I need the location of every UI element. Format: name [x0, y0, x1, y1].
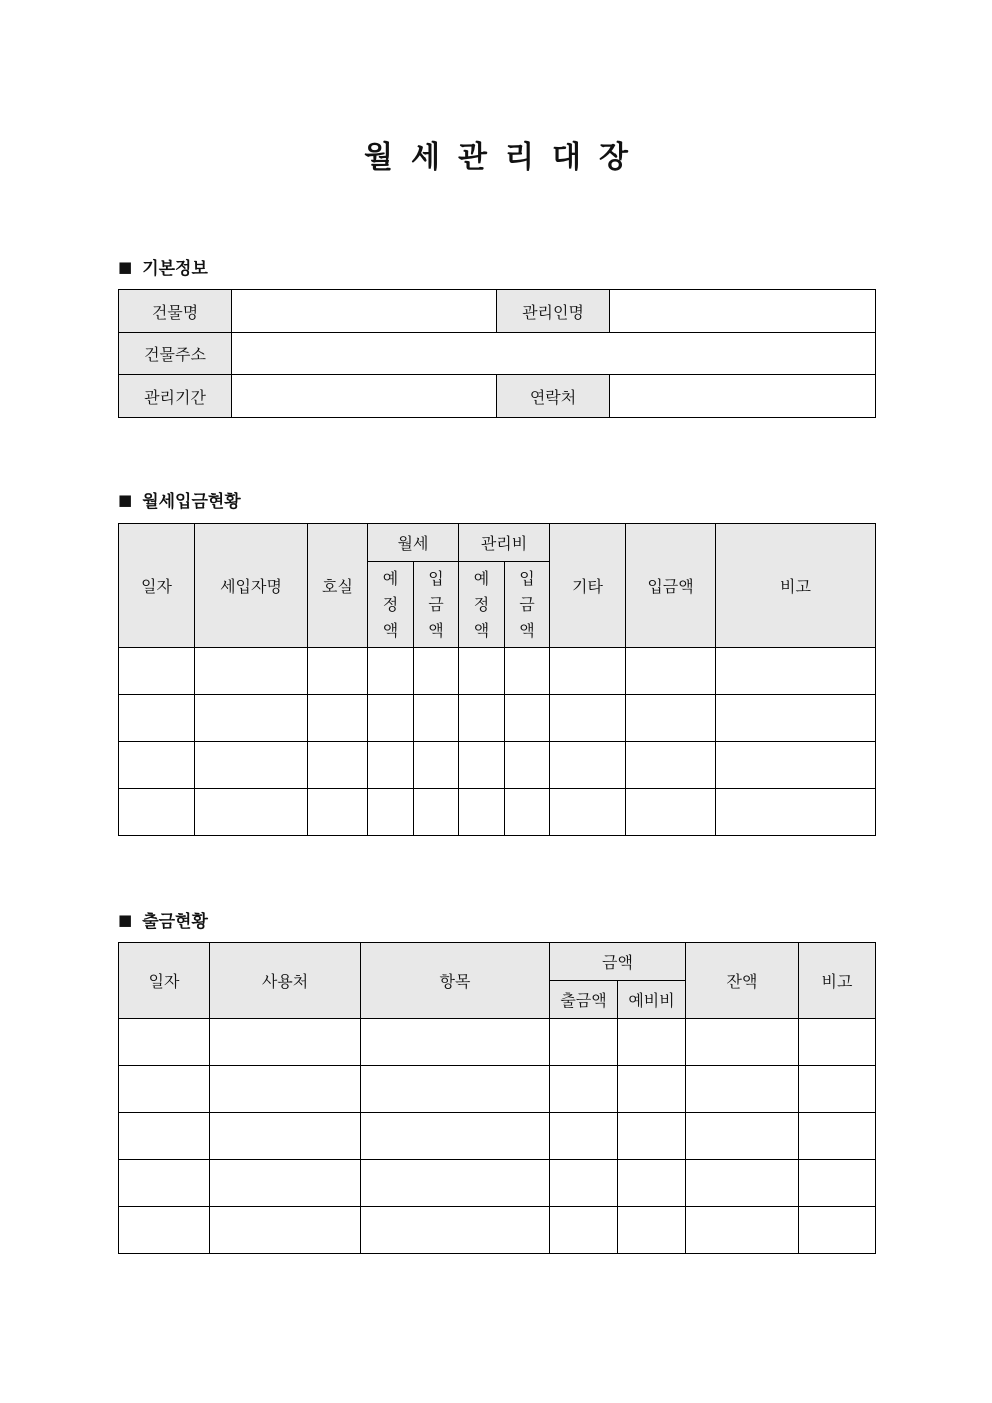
col-maintenance-fee: 관리비	[459, 524, 550, 562]
table-cell[interactable]	[550, 1019, 618, 1066]
square-bullet-icon: ■	[118, 257, 133, 276]
table-cell[interactable]	[308, 742, 368, 789]
table-cell[interactable]	[368, 789, 414, 836]
table-cell[interactable]	[626, 789, 716, 836]
manager-name-field[interactable]	[610, 290, 876, 333]
management-period-label: 관리기간	[119, 375, 232, 418]
table-cell[interactable]	[119, 742, 195, 789]
contact-label: 연락처	[497, 375, 610, 418]
document-title: 월세관리대장	[364, 140, 646, 175]
table-cell[interactable]	[618, 1066, 686, 1113]
table-cell[interactable]	[368, 695, 414, 742]
table-cell[interactable]	[618, 1019, 686, 1066]
table-cell[interactable]	[799, 1207, 876, 1254]
table-row	[119, 1019, 876, 1066]
table-cell[interactable]	[119, 1113, 210, 1160]
table-cell[interactable]	[368, 742, 414, 789]
table-cell[interactable]	[308, 789, 368, 836]
table-cell[interactable]	[308, 648, 368, 695]
col-deposited: 입금액	[626, 524, 716, 648]
table-cell[interactable]	[459, 789, 505, 836]
building-name-field[interactable]	[232, 290, 497, 333]
rent-deposit-amount-header	[414, 562, 459, 648]
table-cell[interactable]	[414, 695, 459, 742]
withdrawal-table	[118, 942, 876, 1254]
table-row	[119, 1066, 876, 1113]
table-cell[interactable]	[799, 1160, 876, 1207]
table-row	[119, 742, 876, 789]
col-w-item: 항목	[361, 943, 550, 1019]
basic-info-table	[118, 289, 876, 418]
table-cell[interactable]	[119, 648, 195, 695]
table-cell[interactable]	[210, 1019, 361, 1066]
square-bullet-icon: ■	[118, 490, 133, 509]
table-cell[interactable]	[459, 695, 505, 742]
table-cell[interactable]	[195, 789, 308, 836]
fee-expected-3: 액	[473, 620, 490, 640]
table-row	[119, 1113, 876, 1160]
col-w-payee: 사용처	[210, 943, 361, 1019]
col-w-reserve: 예비비	[618, 981, 686, 1019]
table-cell[interactable]	[119, 1066, 210, 1113]
col-w-balance: 잔액	[686, 943, 799, 1019]
col-tenant-name: 세입자명	[195, 524, 308, 648]
table-cell[interactable]	[550, 789, 626, 836]
table-cell[interactable]	[459, 742, 505, 789]
table-cell[interactable]	[686, 1066, 799, 1113]
table-cell[interactable]	[626, 648, 716, 695]
rent-deposit-1: 입	[428, 568, 444, 588]
table-cell[interactable]	[550, 1160, 618, 1207]
table-cell[interactable]	[618, 1160, 686, 1207]
table-cell[interactable]	[716, 648, 876, 695]
table-cell[interactable]	[361, 1113, 550, 1160]
table-row	[119, 648, 876, 695]
table-cell[interactable]	[550, 695, 626, 742]
table-cell[interactable]	[195, 648, 308, 695]
col-w-withdrawal-amount: 출금액	[550, 981, 618, 1019]
rent-expected-1: 예	[382, 568, 399, 588]
rent-expected-3: 액	[382, 620, 399, 640]
table-cell[interactable]	[308, 695, 368, 742]
table-cell[interactable]	[716, 742, 876, 789]
table-cell[interactable]	[550, 1113, 618, 1160]
table-cell[interactable]	[686, 1019, 799, 1066]
table-cell[interactable]	[626, 695, 716, 742]
basic-info-heading	[118, 254, 208, 279]
rent-deposit-heading-text: 월세입금현황	[142, 492, 241, 512]
table-row	[119, 1160, 876, 1207]
rent-deposit-3: 액	[428, 620, 444, 640]
col-w-remarks: 비고	[799, 943, 876, 1019]
table-cell[interactable]	[716, 695, 876, 742]
building-address-field[interactable]	[232, 333, 876, 375]
table-cell[interactable]	[195, 742, 308, 789]
fee-deposit-amount-header	[505, 562, 550, 648]
table-cell[interactable]	[361, 1160, 550, 1207]
table-cell[interactable]	[618, 1113, 686, 1160]
table-cell[interactable]	[799, 1113, 876, 1160]
table-cell[interactable]	[505, 742, 550, 789]
rent-deposit-table	[118, 523, 876, 836]
table-cell[interactable]	[459, 648, 505, 695]
table-cell[interactable]	[119, 1019, 210, 1066]
col-date: 일자	[119, 524, 195, 648]
rent-deposit-2: 금	[428, 594, 444, 614]
table-cell[interactable]	[505, 789, 550, 836]
rent-expected-amount-header	[368, 562, 414, 648]
col-remarks: 비고	[716, 524, 876, 648]
table-cell[interactable]	[550, 1207, 618, 1254]
table-cell[interactable]	[550, 1066, 618, 1113]
fee-expected-1: 예	[473, 568, 490, 588]
building-address-label: 건물주소	[119, 333, 232, 375]
table-cell[interactable]	[361, 1019, 550, 1066]
manager-name-label: 관리인명	[497, 290, 610, 333]
fee-expected-amount-header	[459, 562, 505, 648]
table-cell[interactable]	[368, 648, 414, 695]
table-cell[interactable]	[686, 1113, 799, 1160]
table-cell[interactable]	[716, 789, 876, 836]
table-cell[interactable]	[799, 1019, 876, 1066]
basic-info-heading-text: 기본정보	[142, 259, 208, 279]
table-row	[119, 1207, 876, 1254]
table-cell[interactable]	[119, 1207, 210, 1254]
rent-expected-2: 정	[382, 594, 399, 614]
table-cell[interactable]	[361, 1207, 550, 1254]
management-period-field[interactable]	[232, 375, 497, 418]
col-room: 호실	[308, 524, 368, 648]
fee-deposit-1: 입	[519, 568, 535, 588]
table-cell[interactable]	[210, 1207, 361, 1254]
table-row	[119, 789, 876, 836]
table-cell[interactable]	[210, 1160, 361, 1207]
fee-expected-2: 정	[473, 594, 490, 614]
rent-deposit-heading	[118, 487, 241, 512]
contact-field[interactable]	[610, 375, 876, 418]
table-cell[interactable]	[505, 695, 550, 742]
table-cell[interactable]	[414, 742, 459, 789]
table-cell[interactable]	[414, 648, 459, 695]
col-w-amount: 금액	[550, 943, 686, 981]
table-cell[interactable]	[686, 1160, 799, 1207]
square-bullet-icon: ■	[118, 910, 133, 929]
table-cell[interactable]	[626, 742, 716, 789]
table-cell[interactable]	[505, 648, 550, 695]
col-monthly-rent: 월세	[368, 524, 459, 562]
table-cell[interactable]	[414, 789, 459, 836]
table-cell[interactable]	[119, 789, 195, 836]
table-cell[interactable]	[361, 1066, 550, 1113]
withdrawal-heading	[118, 907, 208, 932]
fee-deposit-2: 금	[519, 594, 535, 614]
table-cell[interactable]	[210, 1066, 361, 1113]
table-cell[interactable]	[799, 1066, 876, 1113]
table-cell[interactable]	[210, 1113, 361, 1160]
table-row	[119, 695, 876, 742]
table-cell[interactable]	[550, 648, 626, 695]
table-cell[interactable]	[195, 695, 308, 742]
table-cell[interactable]	[686, 1207, 799, 1254]
fee-deposit-3: 액	[519, 620, 535, 640]
building-name-label: 건물명	[119, 290, 232, 333]
table-cell[interactable]	[618, 1207, 686, 1254]
col-other: 기타	[550, 524, 626, 648]
table-cell[interactable]	[119, 1160, 210, 1207]
col-w-date: 일자	[119, 943, 210, 1019]
withdrawal-rows	[119, 1019, 876, 1254]
rent-deposit-rows	[119, 648, 876, 836]
table-cell[interactable]	[119, 695, 195, 742]
withdrawal-heading-text: 출금현황	[142, 912, 208, 932]
table-cell[interactable]	[550, 742, 626, 789]
